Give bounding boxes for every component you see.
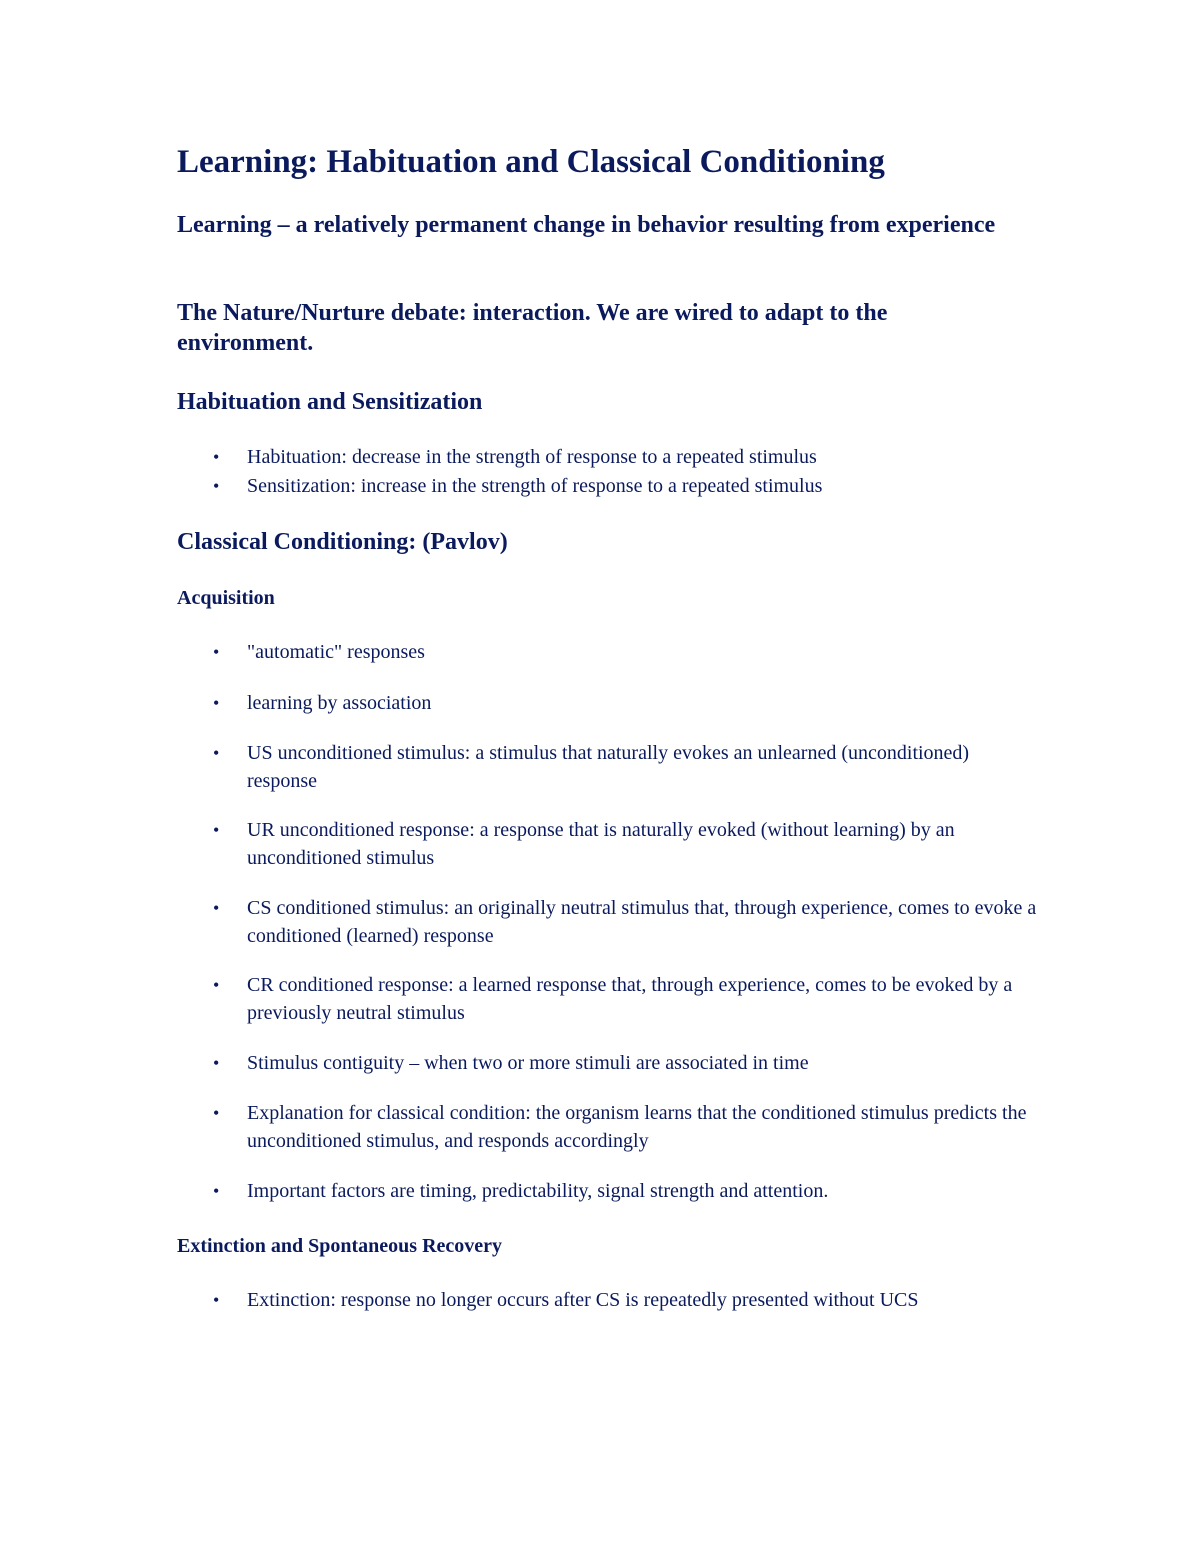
bullet-icon: • bbox=[213, 1181, 220, 1201]
extinction-heading: Extinction and Spontaneous Recovery bbox=[177, 1235, 503, 1257]
list-item: • CR conditioned response: a learned response that, through experience, comes to be evoked by a previously neutral stimulus bbox=[177, 971, 1037, 1027]
list-item: • Stimulus contiguity – when two or more stimuli are associated in time bbox=[177, 1049, 1037, 1077]
list-item: • UR unconditioned response: a response that is naturally evoked (without learning) by an unconditioned stimulus bbox=[177, 816, 1037, 872]
list-item: • CS conditioned stimulus: an originally neutral stimulus that, through experience, comes to evoke a conditioned (learned) response bbox=[177, 894, 1037, 950]
list-item: • Sensitization: increase in the strength of response to a repeated stimulus bbox=[177, 472, 1037, 500]
document-title: Learning: Habituation and Classical Conditioning bbox=[177, 144, 885, 180]
list-item: • learning by association bbox=[177, 689, 1037, 717]
bullet-icon: • bbox=[213, 1290, 220, 1310]
list-item: • Explanation for classical condition: the organism learns that the conditioned stimulus predicts the unconditioned stimulus, and responds accordingly bbox=[177, 1099, 1037, 1155]
learning-definition: Learning – a relatively permanent change in behavior resulting from experience bbox=[177, 212, 996, 238]
list-item: • Important factors are timing, predictability, signal strength and attention. bbox=[177, 1177, 1037, 1205]
bullet-icon: • bbox=[213, 476, 220, 496]
bullet-icon: • bbox=[213, 447, 220, 467]
list-item: • Habituation: decrease in the strength of response to a repeated stimulus bbox=[177, 443, 1037, 471]
bullet-icon: • bbox=[213, 898, 220, 918]
classical-conditioning-heading: Classical Conditioning: (Pavlov) bbox=[177, 529, 508, 555]
bullet-icon: • bbox=[213, 743, 220, 763]
nature-nurture-statement: The Nature/Nurture debate: interaction. We are wired to adapt to the environment. bbox=[177, 300, 888, 356]
bullet-icon: • bbox=[213, 820, 220, 840]
habituation-heading: Habituation and Sensitization bbox=[177, 389, 483, 415]
acquisition-heading: Acquisition bbox=[177, 587, 275, 609]
list-item: • "automatic" responses bbox=[177, 638, 1037, 666]
bullet-icon: • bbox=[213, 1103, 220, 1123]
list-item: • US unconditioned stimulus: a stimulus that naturally evokes an unlearned (unconditioned) response bbox=[177, 739, 1037, 795]
bullet-icon: • bbox=[213, 975, 220, 995]
bullet-icon: • bbox=[213, 693, 220, 713]
bullet-icon: • bbox=[213, 1053, 220, 1073]
bullet-icon: • bbox=[213, 642, 220, 662]
list-item: • Extinction: response no longer occurs after CS is repeatedly presented without UCS bbox=[177, 1286, 1037, 1314]
